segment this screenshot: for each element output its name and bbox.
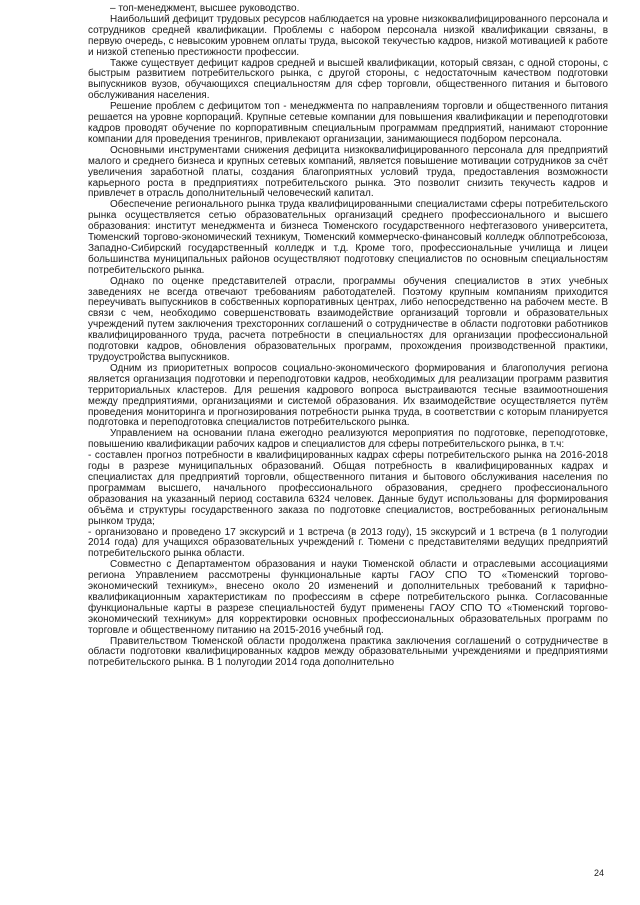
paragraph-3: Также существует дефицит кадров средней и высшей квалификации, который связан, с одной стороны, с быстрым развитием потребительского рынка, с другой стороны, с недостаточным качеством подготовки выпускников вузов, обучающихся специальностям для сфер торговли, общественного питания и бытового обслуживания населения. — [88, 57, 608, 102]
document-body — [88, 4, 608, 669]
paragraph-1: – топ-менеджмент, высшее руководство. — [110, 3, 300, 14]
paragraph-5: Основными инструментами снижения дефицита низкоквалифицированного персонала для предприятий малого и среднего бизнеса и крупных сетевых компаний, является повышение мотивации сотрудников за счёт увеличения заработной платы, создания благоприятных условий труда, предоставления возможности карьерного роста в предприятиях потребительского рынка. Это позволит снизить текучесть кадров и привлечет в отрасль дополнительный человеческий капитал. — [88, 144, 608, 200]
paragraph-4: Решение проблем с дефицитом топ - менеджмента по направлениям торговли и общественного питания решается на уровне корпораций. Крупные сетевые компании для повышения квалификации и переподготовки кадров проводят обучение по корпоративным специальным программам предприятий, нанимают сторонние компании для проведения тренингов, привлекают организации, занимающиеся подбором персонала. — [88, 101, 608, 145]
paragraph-8: Одним из приоритетных вопросов социально-экономического формирования и благополучия региона является организация подготовки и переподготовки кадров, необходимых для реализации программ развития территориальных кластеров. Для решения кадрового вопроса выстраиваются тесные взаимоотношения между предприятиями, организациями и системой образования. Их взаимодействие осуществляется путём проведения мониторинга и прогнозирования потребности рынка труда, в соответствии с которым планируется подготовка и переподготовка специалистов потребительского рынка. — [88, 362, 608, 429]
page-number: 24 — [594, 868, 605, 878]
paragraph-12: Совместно с Департаментом образования и науки Тюменской области и отраслевыми ассоциациями региона Управлением рассмотрены функциональные карты ГАОУ СПО ТО «Тюменский торгово-экономический техникум», внесено около 20 изменений и дополнительных требований к тарифно-квалификационным характеристикам по профессиям в сфере потребительского рынка. Согласованные функциональные карты в разрезе специальностей будут применены ГАОУ СПО ТО «Тюменский торгово-экономический техникум» для корректировки основных профессиональных образовательных программ по торговле и общественному питанию на 2015-2016 учебный год. — [88, 559, 608, 636]
paragraph-7: Однако по оценке представителей отрасли, программы обучения специалистов в этих учебных заведениях не всегда отвечают требованиям работодателей. Поэтому крупным компаниям приходится переучивать выпускников в собственных корпоративных центрах, либо непосредственно на рабочем месте. В связи с чем, необходимо совершенствовать взаимодействие организаций торговли и образовательных учреждений путем заключения трехсторонних соглашений о сотрудничестве в области подготовки работников квалифицированного труда, расчета потребности в специальностях для организации профессиональной подготовки кадров, обновления образовательных программ, прохождения производственной практики, трудоустройства выпускников. — [88, 275, 608, 363]
list-item-excursions: - организовано и проведено 17 экскурсий и 1 встреча (в 2013 году), 15 экскурсий и 1 встреча (в 1 полугодии 2014 года) для учащихся образовательных учреждений г. Тюмени с представителями ведущих предприятий потребительского рынка области. — [88, 526, 608, 560]
paragraph-6: Обеспечение регионального рынка труда квалифицированными специалистами сферы потребительского рынка осуществляется сетью образовательных организаций среднего профессионального и высшего образования: институт менеджмента и бизнеса Тюменского государственного нефтегазового университета, Тюменский торгово-экономический техникум, Тюменский коммерческо-финансовый колледж облпотребсоюза, Западно-Сибирский государственный колледж и т.д. Кроме того, профессиональные училища и лицеи большинства муниципальных районов осуществляют подготовку специалистов по основным специальностям потребительского рынка. — [88, 199, 608, 276]
list-item-forecast: - составлен прогноз потребности в квалифицированных кадрах сферы потребительского рынка на 2016-2018 годы в разрезе муниципальных образований. Общая потребность в квалифицированных кадрах и специалистах для предприятий торговли, общественного питания и бытового обслуживания населения по программам высшего, начального профессионального образования, среднего профессионального образования на указанный период составила 6324 человек. Данные будут использованы для формирования объёма и структуры государственного заказа по подготовке специалистов, востребованных региональным рынком труда; — [88, 450, 608, 527]
paragraph-13: Правительством Тюменской области продолжена практика заключения соглашений о сотрудничестве в области подготовки квалифицированных кадров между образовательными учреждениями и предприятиями потребительского рынка. В 1 полугодии 2014 года дополнительно — [88, 635, 608, 669]
paragraph-9: Управлением на основании плана ежегодно реализуются мероприятия по подготовке, переподготовке, повышению квалификации рабочих кадров и специалистов для сферы потребительского рынка, в т.ч: — [88, 428, 608, 451]
paragraph-2: Наибольший дефицит трудовых ресурсов наблюдается на уровне низкоквалифицированного персонала и сотрудников средней квалификации. Проблемы с набором персонала низкой квалификации связаны, в первую очередь, с невысоким уровнем оплаты труда, высокой текучестью кадров, низкой мотивацией к работе и низкой степенью престижности профессии. — [88, 13, 608, 58]
